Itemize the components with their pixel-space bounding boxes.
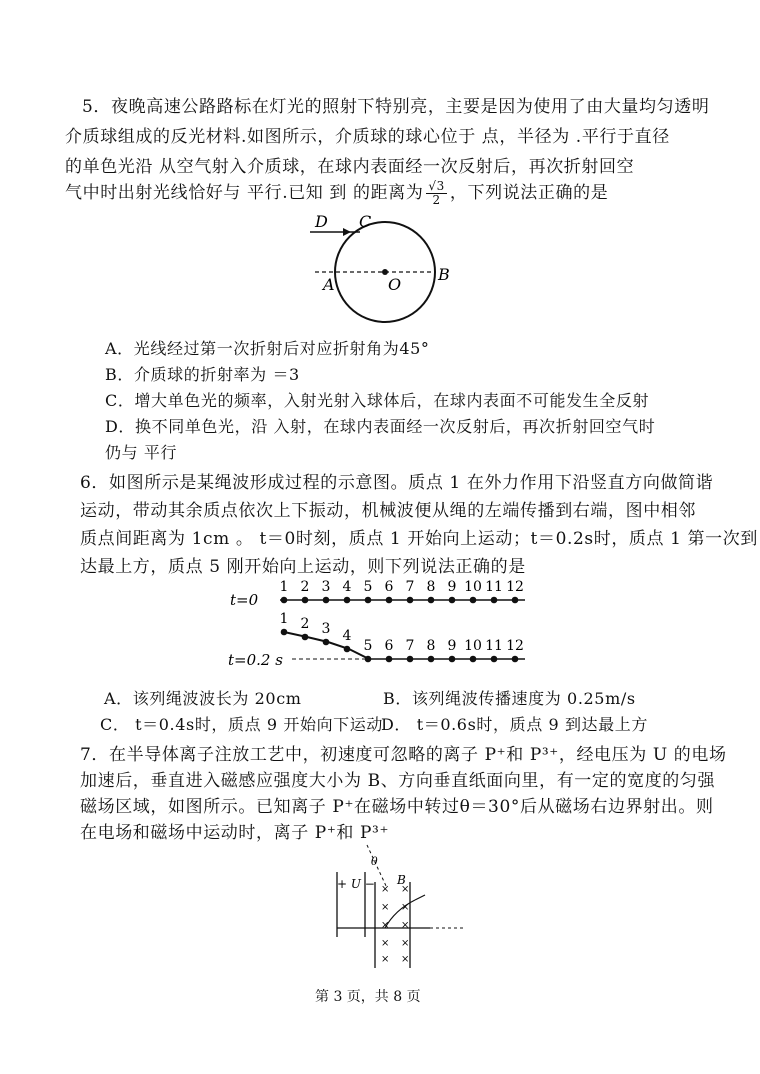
rope-point-t02	[512, 656, 519, 663]
rope-point-label-t02: 3	[321, 621, 331, 637]
rope-point-t02	[428, 656, 435, 663]
label-voltage-u: + U −	[337, 877, 375, 891]
field-cross-mark: ×	[401, 954, 410, 965]
rope-point-t02	[491, 656, 498, 663]
label-b-field: B	[397, 873, 406, 887]
rope-point-label-t0: 1	[279, 579, 289, 595]
q5-line-2: 介质球组成的反光材料.如图所示，介质球的球心位于 点，半径为 .平行于直径	[65, 127, 670, 147]
q5-option-c: C．增大单色光的频率，入射光射入球体后，在球内表面不可能发生全反射	[105, 391, 650, 410]
rope-point-label-t0: 10	[464, 579, 482, 595]
q6-line-2: 运动，带动其余质点依次上下振动，机械波便从绳的左端传播到右端，图中相邻	[80, 501, 696, 521]
q5-line-4	[65, 178, 608, 207]
rope-point-label-t02: 10	[464, 638, 482, 654]
field-cross-mark: ×	[381, 920, 390, 931]
q5-option-d-line-2: 仍与 平行	[105, 443, 178, 462]
rope-point-t02	[323, 639, 330, 646]
fraction-numerator: √3	[428, 179, 445, 193]
label-o: O	[388, 275, 402, 294]
sqrt3-over-2-fraction	[426, 180, 446, 207]
rope-point-label-t02: 6	[384, 638, 394, 654]
q6-option-a: A．该列绳波波长为 20cm	[104, 689, 302, 708]
q5-option-a: A．光线经过第一次折射后对应折射角为45°	[105, 339, 430, 358]
rope-point-t02	[281, 629, 288, 636]
rope-point-label-t02: 1	[279, 611, 289, 627]
rope-point-t02	[470, 656, 477, 663]
field-cross-mark: ×	[401, 902, 410, 913]
q6-option-c: C． t＝0.4s时，质点 9 开始向下运动	[100, 715, 383, 734]
q7-line-1: 7．在半导体离子注放工艺中，初速度可忽略的离子 P⁺和 P³⁺，经电压为 U 的电场	[80, 745, 727, 765]
rope-point-t0	[281, 597, 288, 604]
page-footer: 第 3 页，共 8 页	[315, 989, 421, 1005]
rope-point-label-t0: 4	[342, 579, 352, 595]
rope-point-label-t02: 5	[363, 638, 373, 654]
rope-point-t0	[512, 597, 519, 604]
rope-point-label-t02: 9	[447, 638, 457, 654]
rope-point-t02	[365, 656, 372, 663]
label-a: A	[323, 275, 335, 294]
rope-point-t0	[428, 597, 435, 604]
rope-point-label-t0: 8	[426, 579, 436, 595]
rope-point-t0	[449, 597, 456, 604]
q6-line-3: 质点间距离为 1cm 。 t＝0时刻，质点 1 开始向上运动；t＝0.2s时，质点 1 第一次到	[80, 529, 758, 549]
q7-line-4: 在电场和磁场中运动时，离子 P⁺和 P³⁺	[80, 823, 390, 843]
rope-point-t0	[323, 597, 330, 604]
rope-point-t0	[470, 597, 477, 604]
rope-point-label-t0: 12	[506, 579, 524, 595]
rope-wave-diagram	[220, 575, 540, 675]
rope-point-label-t0: 11	[485, 579, 503, 595]
label-t0: t=0	[230, 591, 259, 609]
fraction-denominator: 2	[432, 193, 441, 207]
label-b: B	[438, 265, 450, 284]
rope-point-label-t0: 5	[363, 579, 373, 595]
q5-line-4-text-a: 气中时出射光线恰好与 平行.已知 到 的距离为	[65, 183, 424, 203]
rope-point-t0	[344, 597, 351, 604]
rope-point-t0	[302, 597, 309, 604]
q5-line-1: 5．夜晚高速公路路标在灯光的照射下特别亮，主要是因为使用了由大量均匀透明	[82, 97, 710, 117]
label-c: C	[359, 212, 372, 231]
q6-option-b: B．该列绳波传播速度为 0.25m/s	[383, 689, 636, 708]
field-cross-mark: ×	[401, 938, 410, 949]
rope-point-label-t0: 9	[447, 579, 457, 595]
field-cross-mark: ×	[381, 884, 390, 895]
rope-point-t02	[386, 656, 393, 663]
label-t02: t=0.2 s	[228, 651, 283, 669]
field-cross-mark: ×	[381, 938, 390, 949]
rope-point-label-t02: 7	[405, 638, 415, 654]
field-cross-mark: ×	[381, 902, 390, 913]
q6-line-1: 6．如图所示是某绳波形成过程的示意图。质点 1 在外力作用下沿竖直方向做简谐	[80, 473, 714, 493]
rope-point-t0	[407, 597, 414, 604]
q6-option-d: D． t＝0.6s时，质点 9 到达最上方	[381, 715, 648, 734]
q5-option-d-line-1: D．换不同单色光，沿 入射，在球内表面经一次反射后，再次折射回空气时	[105, 417, 656, 436]
rope-point-t0	[491, 597, 498, 604]
ion-field-diagram	[325, 840, 465, 970]
rope-points-t02	[280, 611, 524, 662]
rope-point-t0	[365, 597, 372, 604]
q6-line-4: 达最上方，质点 5 刚开始向上运动，则下列说法正确的是	[80, 557, 526, 577]
q5-sphere-diagram	[305, 212, 485, 332]
field-cross-mark: ×	[401, 920, 410, 931]
rope-point-label-t02: 11	[485, 638, 503, 654]
rope-point-t02	[302, 634, 309, 641]
rope-point-label-t02: 2	[300, 616, 310, 632]
q5-line-3: 的单色光沿 从空气射入介质球，在球内表面经一次反射后，再次折射回空	[65, 157, 635, 177]
field-cross-mark: ×	[401, 884, 410, 895]
q5-option-b: B．介质球的折射率为 ＝3	[105, 365, 300, 384]
rope-point-label-t02: 12	[506, 638, 524, 654]
rope-point-t02	[407, 656, 414, 663]
label-d: D	[315, 212, 328, 231]
q7-line-2: 加速后，垂直进入磁感应强度大小为 B、方向垂直纸面向里，有一定的宽度的匀强	[80, 771, 716, 791]
rope-point-label-t0: 7	[405, 579, 415, 595]
rope-point-t02	[449, 656, 456, 663]
magnetic-field-crosses	[381, 884, 409, 965]
label-theta: θ	[371, 855, 378, 868]
rope-point-label-t0: 3	[321, 579, 331, 595]
rope-point-t0	[386, 597, 393, 604]
rope-point-label-t02: 4	[342, 628, 352, 644]
rope-point-label-t0: 2	[300, 579, 310, 595]
q7-line-3: 磁场区域，如图所示。已知离子 P⁺在磁场中转过θ＝30°后从磁场右边界射出。则	[80, 797, 714, 817]
rope-point-label-t0: 6	[384, 579, 394, 595]
rope-point-label-t02: 8	[426, 638, 436, 654]
field-cross-mark: ×	[381, 954, 390, 965]
q5-line-4-text-b: ，下列说法正确的是	[449, 183, 609, 203]
rope-point-t02	[344, 646, 351, 653]
